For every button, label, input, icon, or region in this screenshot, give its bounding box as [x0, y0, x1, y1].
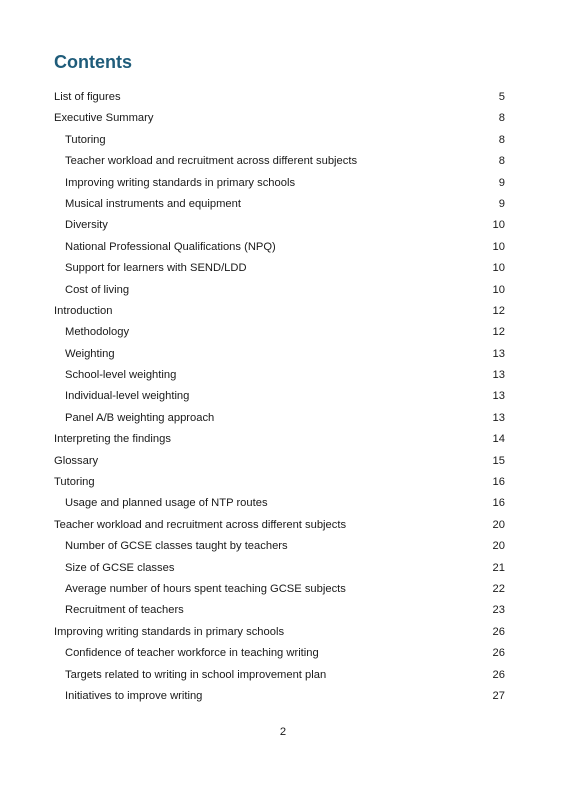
toc-entry-page: 26: [492, 647, 505, 660]
toc-entry-page: 10: [492, 262, 505, 275]
toc-entry-page: 12: [492, 326, 505, 339]
toc-entry-page: 9: [498, 197, 505, 210]
toc-entry-page: 27: [492, 689, 505, 702]
toc-entry-label[interactable]: Cost of living: [65, 283, 130, 296]
toc-entry-page: 15: [492, 454, 505, 467]
toc-entry-label[interactable]: Teacher workload and recruitment across different subjects: [54, 518, 347, 531]
toc-entry[interactable]: [54, 429, 505, 450]
toc-entry-page: 14: [492, 433, 505, 446]
toc-entry[interactable]: [54, 493, 505, 514]
toc-entry-label[interactable]: Musical instruments and equipment: [65, 197, 241, 210]
toc-entry-page: 10: [492, 240, 505, 253]
toc-entry[interactable]: [54, 386, 505, 407]
toc-entry-page: 8: [498, 133, 505, 146]
toc-entry-page: 10: [492, 219, 505, 232]
toc-entry-label[interactable]: Weighting: [65, 347, 115, 360]
toc-entry-label[interactable]: Confidence of teacher workforce in teaching writing: [65, 647, 319, 660]
toc-entry-label[interactable]: Individual-level weighting: [65, 390, 190, 403]
toc-entry-label[interactable]: Number of GCSE classes taught by teachers: [65, 540, 288, 553]
toc-entry-page: 26: [492, 668, 505, 681]
toc-entry-label[interactable]: Initiatives to improve writing: [65, 689, 203, 702]
toc-entry[interactable]: [54, 130, 505, 151]
toc-entry[interactable]: [54, 686, 505, 707]
toc-entry[interactable]: [54, 365, 505, 386]
toc-entry[interactable]: [54, 579, 505, 600]
toc-entry[interactable]: [54, 237, 505, 258]
toc-entry[interactable]: [54, 344, 505, 365]
toc-entry-label[interactable]: School-level weighting: [65, 369, 177, 382]
toc-entry-label[interactable]: Improving writing standards in primary schools: [65, 176, 296, 189]
toc-entry-label[interactable]: Methodology: [65, 326, 130, 339]
toc-entry[interactable]: [54, 322, 505, 343]
toc-entry[interactable]: [54, 87, 505, 108]
toc-entry[interactable]: [54, 665, 505, 686]
toc-entry[interactable]: [54, 558, 505, 579]
toc-entry[interactable]: [54, 301, 505, 322]
toc-entry[interactable]: [54, 536, 505, 557]
toc-entry[interactable]: [54, 194, 505, 215]
toc-entry[interactable]: [54, 451, 505, 472]
toc-entry-page: 10: [492, 283, 505, 296]
toc-entry[interactable]: [54, 280, 505, 301]
toc-entry-page: 16: [492, 497, 505, 510]
toc-entry-label[interactable]: Tutoring: [54, 476, 95, 489]
toc-entry-label[interactable]: Interpreting the findings: [54, 433, 171, 446]
toc-entry-page: 12: [492, 304, 505, 317]
toc-entry[interactable]: [54, 600, 505, 621]
toc-entry-page: 13: [492, 390, 505, 403]
toc-entry-label[interactable]: Panel A/B weighting approach: [65, 411, 215, 424]
toc-entry-page: 21: [492, 561, 505, 574]
toc-entry-page: 16: [492, 476, 505, 489]
toc-entry-page: 13: [492, 411, 505, 424]
toc-entry[interactable]: [54, 472, 505, 493]
toc-entry[interactable]: [54, 173, 505, 194]
toc-entry-label[interactable]: National Professional Qualifications (NPQ): [65, 240, 276, 253]
toc-entry[interactable]: [54, 643, 505, 664]
toc-entry-label[interactable]: Size of GCSE classes: [65, 561, 175, 574]
toc-entry[interactable]: [54, 408, 505, 429]
toc-entry-page: 20: [492, 518, 505, 531]
table-of-contents: [54, 87, 505, 707]
toc-entry-page: 13: [492, 369, 505, 382]
toc-entry-label[interactable]: Tutoring: [65, 133, 106, 146]
toc-entry-label[interactable]: Glossary: [54, 454, 99, 467]
page-number: 2: [279, 726, 287, 738]
toc-entry-label[interactable]: Teacher workload and recruitment across different subjects: [65, 155, 358, 168]
toc-entry-label[interactable]: Usage and planned usage of NTP routes: [65, 497, 268, 510]
toc-entry[interactable]: [54, 515, 505, 536]
toc-entry-page: 5: [498, 91, 505, 103]
toc-entry-label[interactable]: Introduction: [54, 304, 113, 317]
toc-entry-label[interactable]: Executive Summary: [54, 112, 154, 125]
page-title: Contents: [54, 52, 132, 72]
toc-entry[interactable]: [54, 258, 505, 279]
toc-entry-label[interactable]: List of figures: [54, 91, 121, 103]
toc-entry[interactable]: [54, 215, 505, 236]
toc-entry-page: 9: [498, 176, 505, 189]
toc-entry-page: 13: [492, 347, 505, 360]
toc-entry-label[interactable]: Targets related to writing in school improvement plan: [65, 668, 327, 681]
toc-entry-page: 8: [498, 155, 505, 168]
toc-entry-page: 23: [492, 604, 505, 617]
toc-entry-page: 26: [492, 625, 505, 638]
toc-entry-page: 20: [492, 540, 505, 553]
toc-entry[interactable]: [54, 108, 505, 129]
toc-entry-label[interactable]: Recruitment of teachers: [65, 604, 184, 617]
toc-entry-label[interactable]: Support for learners with SEND/LDD: [65, 262, 247, 275]
toc-entry-label[interactable]: Improving writing standards in primary schools: [54, 625, 285, 638]
toc-entry[interactable]: [54, 622, 505, 643]
toc-entry-page: 8: [498, 112, 505, 125]
toc-entry-page: 22: [492, 582, 505, 595]
toc-entry-label[interactable]: Average number of hours spent teaching GCSE subjects: [65, 582, 346, 595]
toc-entry[interactable]: [54, 151, 505, 172]
toc-entry-label[interactable]: Diversity: [65, 219, 108, 232]
